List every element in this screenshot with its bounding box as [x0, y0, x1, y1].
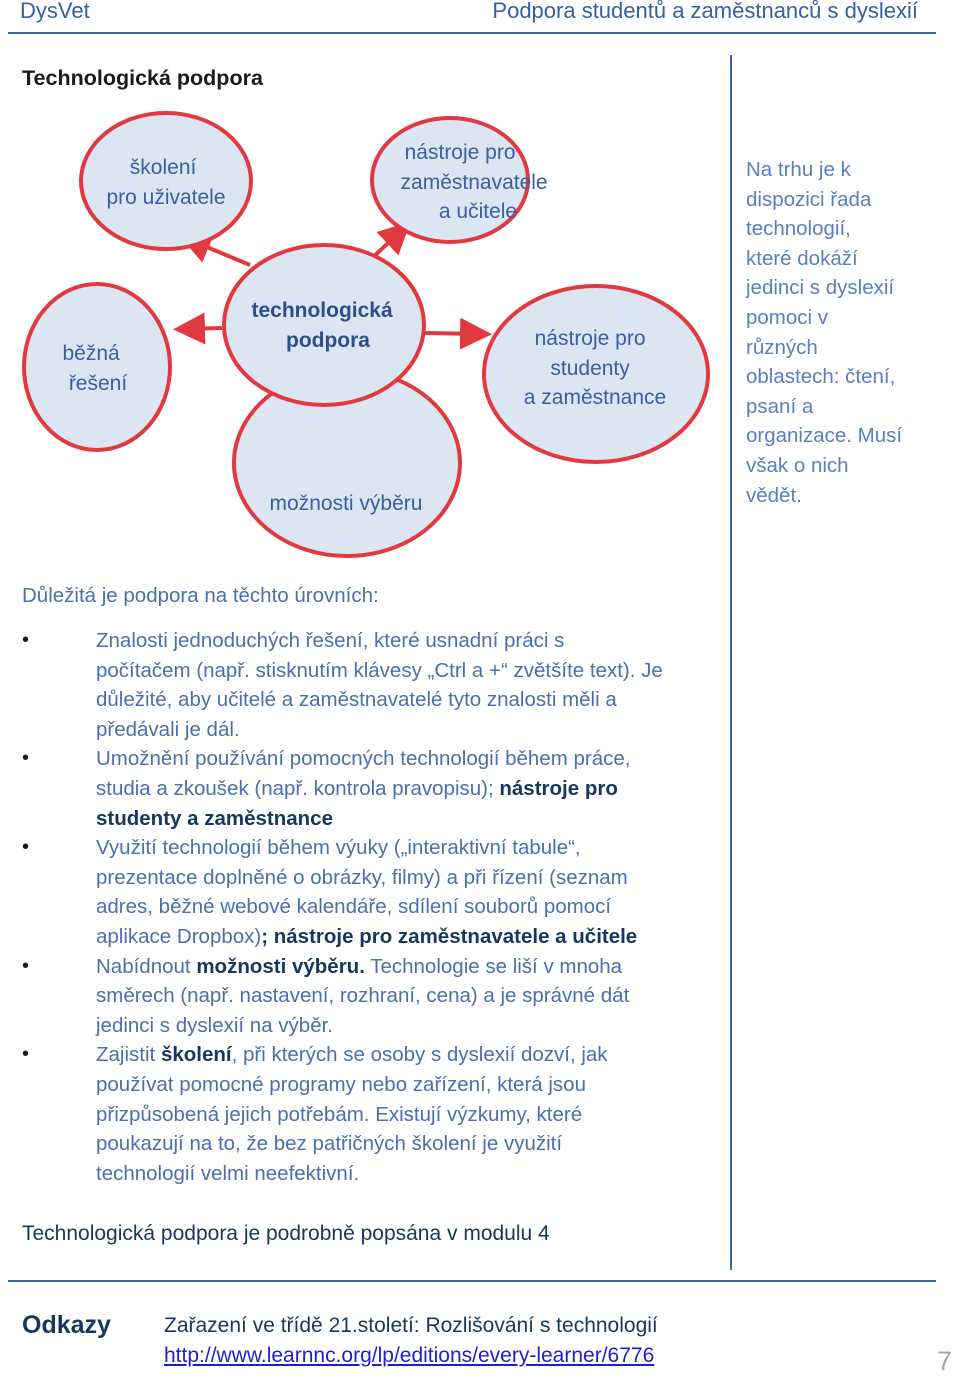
list-item-line [96, 774, 722, 804]
bubble-common-solutions [24, 284, 170, 450]
module-reference: Technologická podpora je podrobně popsána v modulu 4 [22, 1222, 550, 1245]
vertical-divider [730, 55, 732, 1270]
list-item-line [96, 1070, 722, 1100]
body-text: studia a zkoušek (např. kontrola pravopisu); [96, 776, 500, 800]
emphasis-text: možnosti výběru. [196, 954, 365, 978]
support-levels-intro: Důležitá je podpora na těchto úrovních: [22, 584, 379, 607]
list-item-line [96, 892, 722, 922]
body-text: Umožnění používání pomocných technologií během práce, [96, 747, 631, 771]
bubble-user-training [81, 113, 251, 249]
body-text: důležité, aby učitelé a zaměstnavatelé tyto znalosti měli a [96, 688, 617, 712]
body-text: jedinci s dyslexií na výběr. [96, 1013, 334, 1037]
footer-label: Odkazy [22, 1311, 111, 1339]
body-text: poukazují na to, že bez patřičných školení je využití [96, 1132, 563, 1156]
header-left: DysVet [20, 0, 90, 23]
list-item-line [96, 804, 722, 834]
section-title: Technologická podpora [22, 66, 263, 90]
list-item-line [96, 1040, 722, 1070]
body-text: používat pomocné programy nebo zařízení, která jsou [96, 1072, 586, 1096]
reference-link[interactable]: http://www.learnnc.org/lp/editions/every-learner/6776 [164, 1344, 655, 1367]
list-item-line [96, 981, 722, 1011]
body-text: prezentace doplněné o obrázky, filmy) a při řízení (seznam [96, 865, 628, 889]
body-text: aplikace Dropbox) [96, 924, 262, 948]
body-text: Znalosti jednoduchých řešení, které usnadní práci s [96, 629, 565, 652]
body-text: Nabídnout [96, 954, 197, 978]
list-item [22, 1040, 722, 1188]
list-item [22, 744, 722, 833]
side-note-line: dispozici řada [746, 187, 872, 211]
body-text: Zajistit [96, 1043, 161, 1067]
label-technology-support: technologická podpora [251, 299, 393, 352]
arrow-to-common-solutions [185, 328, 222, 329]
emphasis-text: studenty a zaměstnance [96, 806, 333, 830]
side-note-line: technologií, [746, 217, 851, 241]
reference-title: Zařazení ve třídě 21.století: Rozlišování s technologií [164, 1314, 658, 1337]
bubble-technology-support [224, 245, 424, 405]
side-note-line: oblastech: čtení, [746, 365, 896, 389]
footer-rule [8, 1280, 936, 1282]
arrow-to-student-tools [424, 333, 480, 334]
list-item [22, 952, 722, 1041]
list-item-line [96, 1100, 722, 1130]
side-note-line: vědět. [746, 483, 802, 507]
list-item-line [96, 922, 722, 952]
list-item-line [96, 744, 722, 774]
label-student-tools: nástroje pro studenty a zaměstnance [523, 327, 667, 409]
body-text: počítačem (např. stisknutím klávesy „Ctrl a +“ zvětšíte text). Je [96, 658, 663, 682]
list-item-line [96, 1011, 722, 1041]
side-note-line: psaní a [746, 394, 814, 418]
body-text: adres, běžné webové kalendáře, sdílení souborů pomocí [96, 895, 612, 919]
label-choice-options: možnosti výběru [269, 492, 423, 515]
header-right: Podpora studentů a zaměstnanců s dyslexií [492, 0, 918, 23]
list-item-line [96, 626, 722, 656]
side-note [746, 155, 946, 510]
list-item-line [96, 656, 722, 686]
bullet-icon: • [22, 1043, 30, 1066]
body-text: , při kterých se osoby s dyslexií dozví, jak [231, 1043, 608, 1067]
page-number: 7 [936, 1346, 952, 1376]
list-item [22, 626, 722, 744]
technology-support-diagram [0, 100, 730, 570]
emphasis-text: školení [160, 1043, 232, 1067]
bullet-icon: • [22, 747, 30, 770]
list-item-line [96, 1159, 722, 1189]
side-note-line: však o nich [746, 453, 849, 477]
body-text: technologií velmi neefektivní. [96, 1161, 360, 1185]
body-text: předávali je dál. [96, 717, 240, 741]
list-item-line [96, 685, 722, 715]
body-text: Využití technologií během výuky („interaktivní tabule“, [96, 836, 581, 860]
emphasis-text: nástroje pro [499, 776, 618, 800]
list-item-line [96, 1129, 722, 1159]
list-item-line [96, 833, 722, 863]
side-note-line: Na trhu je k [746, 158, 851, 181]
label-employer-tools: nástroje pro zaměstnavatele a učitele [400, 141, 548, 223]
body-text: Technologie se liší v mnoha [364, 954, 623, 978]
header-rule [8, 32, 936, 34]
side-note-line: různých [746, 335, 818, 359]
list-item-line [96, 715, 722, 745]
label-user-training: školení pro uživatele [106, 156, 226, 209]
bullet-icon: • [22, 629, 30, 651]
side-note-line: organizace. Musí [746, 424, 903, 448]
side-note-line: pomoci v [746, 305, 829, 329]
side-note-line: jedinci s dyslexií [746, 276, 895, 300]
body-text: přizpůsobená jejich potřebám. Existují výzkumy, které [96, 1102, 583, 1126]
bullet-icon: • [22, 836, 30, 859]
body-text: směrech (např. nastavení, rozhraní, cena) a je správné dát [96, 984, 630, 1008]
list-item-line [96, 863, 722, 893]
label-common-solutions: běžná řešení [62, 342, 128, 395]
support-levels-list [22, 626, 722, 1188]
list-item [22, 833, 722, 951]
bullet-icon: • [22, 954, 30, 977]
list-item-line [96, 952, 722, 982]
side-note-line: které dokáží [746, 246, 858, 270]
emphasis-text: ; nástroje pro zaměstnavatele a učitele [261, 924, 638, 948]
